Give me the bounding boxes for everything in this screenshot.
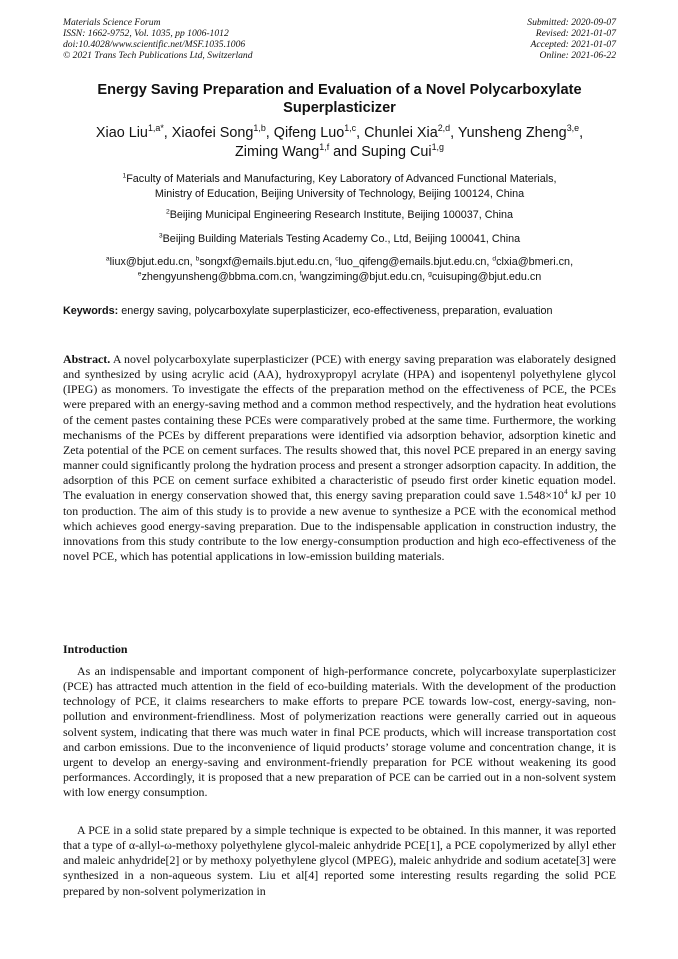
affiliation-text: Faculty of Materials and Manufacturing, Key Laboratory of Advanced Functional Materials, bbox=[126, 173, 557, 185]
email-address[interactable]: songxf@emails.bjut.edu.cn bbox=[199, 256, 330, 268]
email-separator: , bbox=[486, 256, 493, 268]
email-separator: , bbox=[329, 256, 336, 268]
affiliation-mark: 3 bbox=[158, 232, 163, 240]
journal-name: Materials Science Forum bbox=[63, 17, 161, 28]
author-name: Chunlei Xia bbox=[364, 125, 438, 141]
author-affiliation-mark: 3,e bbox=[566, 123, 580, 134]
abstract-text: A novel polycarboxylate superplasticizer (PCE) with energy saving preparation was elaborately designed and synthesized by using acrylic acid (AA), hydroxypropyl acrylate (HPA) and isopentenyl polyethylene glycol (IPEG) as monomers. To investigate the effects of the preparation method on the effectiveness of PCE, the PCEs were prepared with an energy-saving method and a common method respectively, and the hydration heat evolutions of the cement pastes containing these PCEs were comparatively probed at the same time. Furthermore, the working mechanisms of the PCEs by different preparations were identified via adsorption behavior, adsorption kinetic and Zeta potential of the PCE on cement surfaces. The results showed that, this novel PCE prepared in an energy saving manner could significantly prolong the hydration process and present a stronger adsorption capacity. In addition, the adsorption of this PCE on cement surface exhibited a characteristic of pseudo first order kinetic equation model. The evaluation in energy conservation showed that, this energy saving preparation could save 1.548×10 bbox=[63, 352, 616, 503]
email-address[interactable]: clxia@bmeri.cn bbox=[496, 256, 571, 268]
email-mark: b bbox=[195, 255, 200, 263]
author-name: Xiao Liu bbox=[95, 125, 148, 141]
author-affiliation-mark: 1,a* bbox=[147, 123, 164, 134]
affiliation-3 bbox=[63, 232, 616, 247]
author-name: Suping Cui bbox=[361, 144, 432, 160]
date-accepted: Accepted: 2021-01-07 bbox=[530, 39, 616, 50]
email-list bbox=[63, 255, 616, 285]
journal-header-left bbox=[63, 17, 253, 61]
journal-copyright: © 2021 Trans Tech Publications Ltd, Switzerland bbox=[63, 50, 253, 61]
email-address[interactable]: liux@bjut.edu.cn bbox=[109, 256, 190, 268]
author-name: Yunsheng Zheng bbox=[457, 125, 567, 141]
abstract-exponent: 4 bbox=[563, 487, 568, 497]
email-separator: , bbox=[293, 271, 300, 283]
journal-doi: doi:10.4028/www.scientific.net/MSF.1035.1006 bbox=[63, 39, 246, 50]
author-affiliation-mark: 2,d bbox=[437, 123, 451, 134]
email-address[interactable]: luo_qifeng@emails.bjut.edu.cn bbox=[338, 256, 487, 268]
author-affiliation-mark: 1,b bbox=[253, 123, 266, 134]
abstract bbox=[63, 352, 616, 564]
affiliation-mark: 1 bbox=[122, 172, 127, 180]
author-separator: , bbox=[265, 125, 274, 141]
date-online: Online: 2021-06-22 bbox=[539, 50, 616, 61]
email-separator: , bbox=[422, 271, 429, 283]
email-mark: a bbox=[105, 255, 110, 263]
email-address[interactable]: cuisuping@bjut.edu.cn bbox=[431, 271, 542, 283]
email-mark: d bbox=[492, 255, 497, 263]
affiliation-text: Beijing Municipal Engineering Research Institute, Beijing 100037, China bbox=[169, 209, 514, 221]
abstract-text-continued: kJ per 10 ton production. The aim of this study is to provide a new avenue to synthesize a PCE with the economical method which achieves good energy-saving preparation. Due to the indispensable application in construction industry, the innovations from this study contribute to the low energy-consumption production and high eco-effectiveness of the novel PCE, which has potential applications in low-emission building materials. bbox=[63, 488, 616, 564]
email-separator: , bbox=[189, 256, 196, 268]
author-list bbox=[63, 124, 616, 162]
author-name: Qifeng Luo bbox=[273, 125, 345, 141]
keywords-label: Keywords: bbox=[63, 305, 119, 317]
author-separator: and bbox=[329, 144, 362, 160]
date-submitted: Submitted: 2020-09-07 bbox=[527, 17, 616, 28]
email-mark: e bbox=[137, 270, 142, 278]
author-separator: , bbox=[163, 125, 172, 141]
journal-issn: ISSN: 1662-9752, Vol. 1035, pp 1006-1012 bbox=[63, 28, 229, 39]
abstract-label: Abstract. bbox=[63, 352, 111, 366]
author-separator: , bbox=[579, 125, 584, 141]
affiliation-mark: 2 bbox=[165, 208, 170, 216]
journal-header-right bbox=[527, 17, 616, 61]
affiliation-2 bbox=[63, 208, 616, 223]
affiliation-text: Ministry of Education, Beijing University of Technology, Beijing 100124, China bbox=[154, 188, 525, 200]
email-address[interactable]: wangziming@bjut.edu.cn bbox=[301, 271, 423, 283]
email-address[interactable]: zhengyunsheng@bbma.com.cn bbox=[141, 271, 294, 283]
email-mark: g bbox=[428, 270, 432, 278]
email-mark: c bbox=[335, 255, 339, 263]
keywords bbox=[63, 304, 616, 318]
author-separator: , bbox=[356, 125, 365, 141]
author-affiliation-mark: 1,c bbox=[344, 123, 357, 134]
author-name: Ziming Wang bbox=[235, 144, 320, 160]
email-separator: , bbox=[570, 256, 574, 268]
section-heading-introduction: Introduction bbox=[63, 642, 128, 656]
author-separator: , bbox=[450, 125, 458, 141]
author-affiliation-mark: 1,f bbox=[319, 142, 330, 153]
introduction-paragraph-1: As an indispensable and important component of high-performance concrete, polycarboxylate superplasticizer (PCE) has attracted much attention in the field of eco-building materials. With the development of the production technology of PCE, it claims researchers to make efforts to prepare PCE towards low-cost, energy-saving, non-pollution and environment-friendliness. Most of polymerization reactions were generally carried out in aqueous solvent system, indicating that there was much water in final PCE products, which will increase transportation cost and carbon emissions. Due to the inconvenience of liquid products’ storage volume and concentration change, it is urgent to develop an energy-saving and environment-friendly preparation for PCE without weakening its good performances. Accordingly, it is proposed that a new preparation of PCE can be carried out in a non-solvent system with low energy consumption. bbox=[63, 664, 616, 800]
email-mark: f bbox=[299, 270, 302, 278]
paper-title: Energy Saving Preparation and Evaluation of a Novel Polycarboxylate Superplasticizer bbox=[97, 82, 582, 116]
date-revised: Revised: 2021-01-07 bbox=[535, 28, 616, 39]
author-affiliation-mark: 1,g bbox=[431, 142, 444, 153]
affiliation-1 bbox=[63, 172, 616, 202]
affiliation-text: Beijing Building Materials Testing Academy Co., Ltd, Beijing 100041, China bbox=[162, 233, 521, 245]
keywords-text: energy saving, polycarboxylate superplasticizer, eco-effectiveness, preparation, evaluation bbox=[121, 305, 553, 317]
introduction-paragraph-2: A PCE in a solid state prepared by a simple technique is expected to be obtained. In this manner, it was reported that a type of α-allyl-ω-methoxy polyethylene glycol-maleic anhydride PCE[1], a PCE copolymerized by allyl ether and maleic anhydride[2] or by methoxy polyethylene glycol (MPEG), maleic anhydride and sodium acetate[3] were synthesized in a non-aqueous system. Liu et al[4] reported some interesting results regarding the solid PCE prepared by non-solvent polymerization in bbox=[63, 823, 616, 898]
author-name: Xiaofei Song bbox=[171, 125, 254, 141]
